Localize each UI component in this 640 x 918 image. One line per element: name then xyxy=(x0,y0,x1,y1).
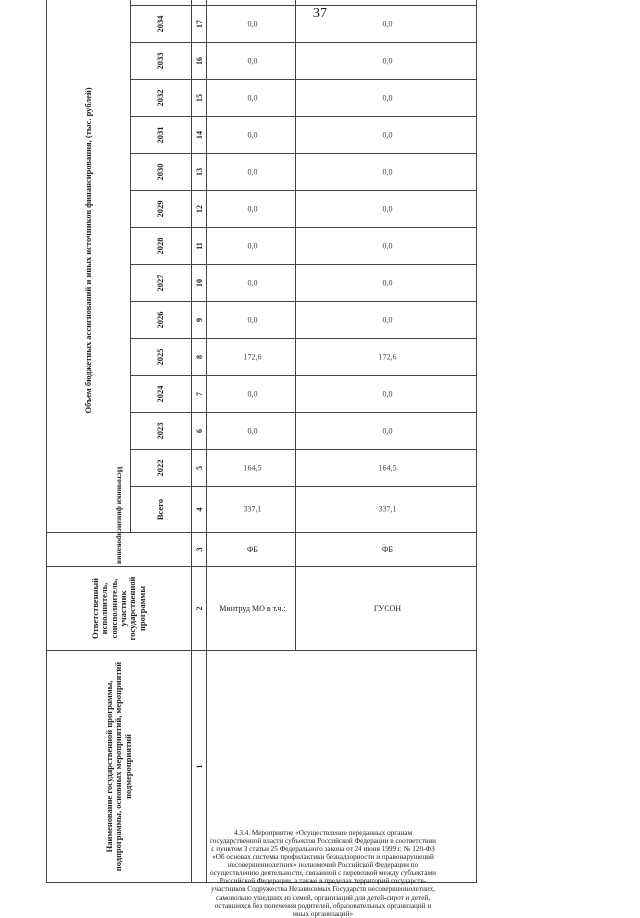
year-value-cell-text: 164,5 xyxy=(378,463,397,473)
year-value-cell-text: 0,0 xyxy=(247,167,258,177)
year-value-cell xyxy=(296,376,477,413)
year-value-cell-text: 0,0 xyxy=(247,130,258,140)
header-year xyxy=(131,0,192,6)
header-year: 2022 xyxy=(131,450,192,487)
year-value-cell xyxy=(207,191,296,228)
year-value-cell xyxy=(296,117,477,154)
page-number: 37 xyxy=(313,6,327,21)
column-number: 10 xyxy=(192,265,207,302)
column-number: 6 xyxy=(192,413,207,450)
year-value-cell xyxy=(207,80,296,117)
executor-cell-text: Минтруд МО в т.ч.: xyxy=(219,604,286,614)
header-year: 2024 xyxy=(131,376,192,413)
year-value-cell-text: 0,0 xyxy=(382,130,393,140)
year-value-cell-text: 164,5 xyxy=(243,463,262,473)
column-number: 4 xyxy=(192,487,207,533)
column-number: 9 xyxy=(192,302,207,339)
total-cell-text: 337,1 xyxy=(378,505,397,514)
year-value-cell xyxy=(296,339,477,376)
header-executor: Ответственный исполнитель, соисполнитель, участник государственной программы xyxy=(47,567,192,651)
year-value-cell xyxy=(296,80,477,117)
column-number: 16 xyxy=(192,43,207,80)
year-value-cell xyxy=(296,154,477,191)
executor-cell xyxy=(207,567,296,651)
column-number: 7 xyxy=(192,376,207,413)
column-number: 14 xyxy=(192,117,207,154)
year-value-cell xyxy=(207,450,296,487)
year-value-cell-text: 0,0 xyxy=(247,241,258,251)
year-value-cell xyxy=(296,43,477,80)
year-value-cell-text: 172,6 xyxy=(378,352,397,362)
year-value-cell-text: 172,6 xyxy=(243,352,262,362)
year-value-cell xyxy=(296,265,477,302)
total-cell xyxy=(296,487,477,533)
column-number: 15 xyxy=(192,80,207,117)
year-value-cell xyxy=(207,117,296,154)
year-value-cell-text: 0,0 xyxy=(382,93,393,103)
header-year: 2034 xyxy=(131,6,192,43)
column-number: 2 xyxy=(192,567,207,651)
year-value-cell xyxy=(207,376,296,413)
year-value-cell-text: 0,0 xyxy=(382,56,393,66)
year-value-cell-text: 0,0 xyxy=(247,93,258,103)
year-value-cell xyxy=(207,413,296,450)
year-value-cell-text: 0,0 xyxy=(247,315,258,325)
year-value-cell-text: 0,0 xyxy=(382,315,393,325)
year-value-cell xyxy=(296,302,477,339)
year-value-cell-text: 0,0 xyxy=(382,204,393,214)
column-number: 12 xyxy=(192,191,207,228)
header-volume: Объем бюджетных ассигнований и иных источников финансирования, (тыс. рублей) xyxy=(47,0,131,533)
column-number: 13 xyxy=(192,154,207,191)
column-number: 17 xyxy=(192,6,207,43)
year-value-cell-text: 0,0 xyxy=(382,389,393,399)
year-value-cell-text: 0,0 xyxy=(247,56,258,66)
header-source: Источники финансирования xyxy=(115,466,125,564)
source-cell xyxy=(207,533,296,567)
funding-table xyxy=(46,0,477,918)
year-value-cell xyxy=(296,228,477,265)
year-value-cell xyxy=(207,265,296,302)
header-year: 2027 xyxy=(131,265,192,302)
year-value-cell xyxy=(207,154,296,191)
source-cell-text: ФБ xyxy=(247,545,258,555)
header-year: 2023 xyxy=(131,413,192,450)
executor-cell-text: ГУСОН xyxy=(373,604,402,613)
column-number xyxy=(192,0,207,6)
header-year: 2025 xyxy=(131,339,192,376)
header-year: 2032 xyxy=(131,80,192,117)
year-value-cell xyxy=(296,413,477,450)
year-value-cell xyxy=(207,43,296,80)
column-number: 5 xyxy=(192,450,207,487)
column-number: 11 xyxy=(192,228,207,265)
table-row xyxy=(207,0,296,883)
year-value-cell-text: 0,0 xyxy=(247,426,258,436)
total-cell-text: 337,1 xyxy=(243,505,262,514)
year-value-cell xyxy=(296,450,477,487)
source-cell-text: ФБ xyxy=(382,545,393,555)
total-cell xyxy=(207,487,296,533)
year-value-cell xyxy=(207,0,296,6)
year-value-cell-text: 0,0 xyxy=(247,204,258,214)
header-year: 2030 xyxy=(131,154,192,191)
header-year: 2028 xyxy=(131,228,192,265)
year-value-cell-text: 0,0 xyxy=(247,389,258,399)
year-value-cell-text: 0,0 xyxy=(382,241,393,251)
header-year: 2026 xyxy=(131,302,192,339)
header-year: 2031 xyxy=(131,117,192,154)
year-value-cell-text: 0,0 xyxy=(247,278,258,288)
column-number-row xyxy=(192,0,207,883)
measure-description: 4.3.4. Мероприятие «Осуществление переданных органам государственной власти субъектов Российской Федерации в соответствии с пунктом 3 статьи 25 Федерального закона от 24 июня 1999 г. № 120-ФЗ «Об основах системы профилактики безнадзорности и правонарушений несовершеннолетних» полномочий Российской Федерации по осуществлению деятельности, связанной с перевозкой между субъектами Российской Федерации, а также в пределах территорий государств-участников Содружества Независимых Государств несовершеннолетних, самовольно ушедших из семей, организаций для детей-сирот и детей, оставшихся без попечения родителей, образовательных организаций и иных организаций» xyxy=(209,829,437,918)
year-value-cell-text: 0,0 xyxy=(382,167,393,177)
header-name: Наименование государственной программы, подпрограммы, основных мероприятий, мероприятий подмероприятий xyxy=(47,651,192,883)
header-year: 2029 xyxy=(131,191,192,228)
executor-cell xyxy=(296,567,477,651)
year-value-cell-text: 0,0 xyxy=(382,19,393,29)
column-number: 3 xyxy=(192,533,207,567)
year-value-cell xyxy=(207,6,296,43)
source-cell xyxy=(296,533,477,567)
header-total: Всего xyxy=(131,487,192,533)
column-number: 1 xyxy=(192,651,207,883)
year-value-cell-text: 0,0 xyxy=(382,278,393,288)
year-value-cell-text: 0,0 xyxy=(247,19,258,29)
year-value-cell-text: 0,0 xyxy=(382,426,393,436)
year-value-cell xyxy=(296,6,477,43)
column-number: 8 xyxy=(192,339,207,376)
description-cell xyxy=(207,651,477,918)
year-value-cell xyxy=(296,0,477,6)
year-value-cell xyxy=(207,302,296,339)
year-value-cell xyxy=(296,191,477,228)
header-year: 2033 xyxy=(131,43,192,80)
year-value-cell xyxy=(207,339,296,376)
year-value-cell xyxy=(207,228,296,265)
